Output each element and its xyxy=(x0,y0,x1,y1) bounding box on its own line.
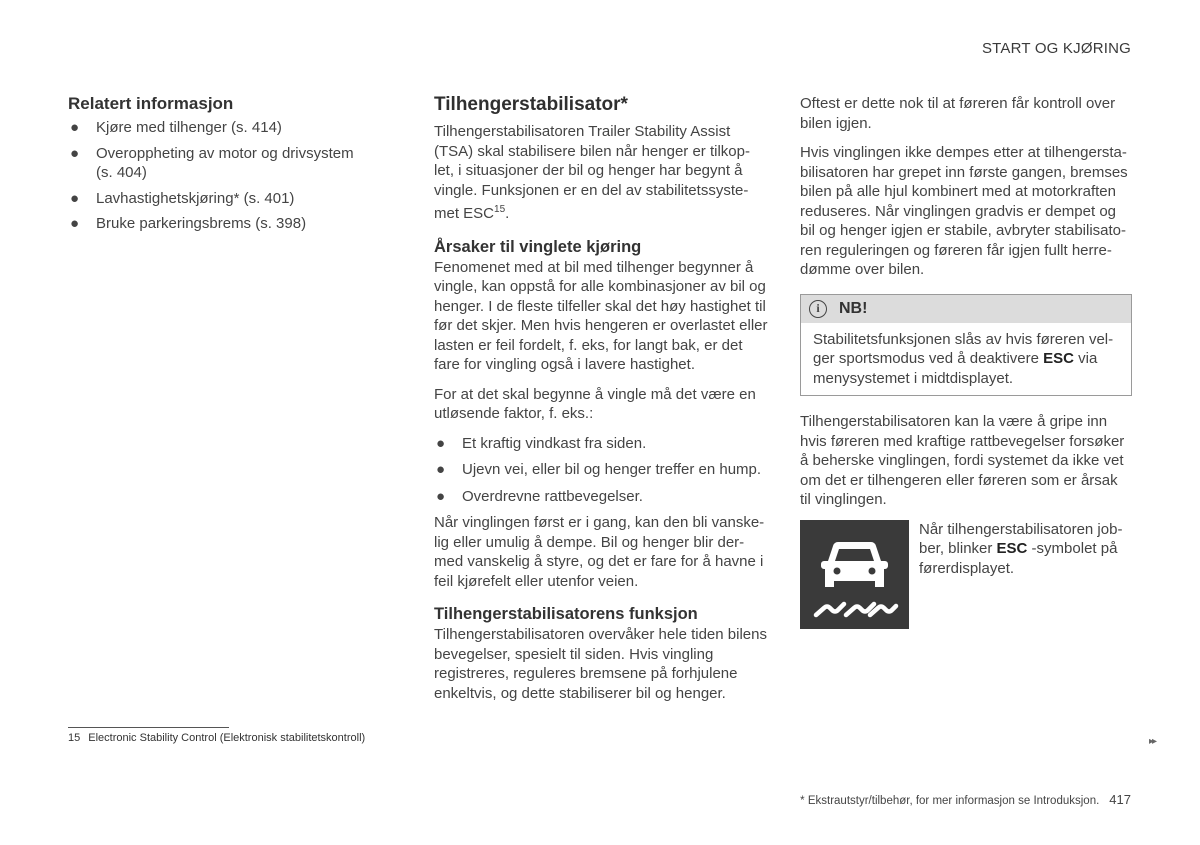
esc-description: Når tilhengerstabilisatoren job-ber, blinker ESC -symbolet på førerdisplayet. xyxy=(919,520,1123,577)
note-header xyxy=(801,295,1131,323)
list-item: ● Et kraftig vindkast fra siden. xyxy=(436,434,647,452)
page-footer xyxy=(800,792,1131,807)
note-box xyxy=(800,294,1132,397)
related-link-overheating[interactable]: ● Overoppheting av motor og drivsystem (s. 404) xyxy=(70,144,354,181)
bullet-icon: ● xyxy=(70,119,80,136)
causes-paragraph-3: Når vinglingen først er i gang, kan den bli vanske-lig eller umulig å dempe. Bil og henger blir der-med vanskelig å styre, og det er fare for å havne i feil kjørefelt eller utenfor veien. xyxy=(434,514,765,590)
article-intro: Tilhengerstabilisatoren Trailer Stability Assist (TSA) skal stabilisere bilen når henger er tilkop-let, i situasjoner der bil og henger har begynt å vingle. Funksjonen er en del av stabilitetssyste-met ESC$^{15}$. xyxy=(434,123,750,222)
causes-paragraph-1: Fenomenet med at bil med tilhenger begynner å vingle, kan oppstå for alle kombinasjoner av bil og henger. I de fleste tilfeller skal det høy hastighet til før det skjer. Men hvis hengeren er overlastet eller lasten er feil fordelt, f. eks, for langt bak, er det fare for vingling også i lavere hastighet. xyxy=(434,258,768,373)
footnote-text: Electronic Stability Control (Elektronisk stabilitetskontroll) xyxy=(88,732,366,744)
page-number: 417 xyxy=(1109,792,1131,807)
bullet-icon: ● xyxy=(70,215,80,232)
causes-list xyxy=(434,434,768,507)
footnote-ref[interactable]: 15 xyxy=(494,204,506,215)
accessory-note: * Ekstrautstyr/tilbehør, for mer informasjon se Introduksjon. xyxy=(800,795,1100,807)
article-title: Tilhengerstabilisator* xyxy=(434,94,628,115)
continued-column xyxy=(800,94,1132,629)
footnote-divider xyxy=(68,727,229,728)
right-paragraph-2: Hvis vinglingen ikke dempes etter at tilhengersta-bilisatoren har grepet inn første gangen, bremses bilen på alle hjul kombinert med at motorkraften reduseres. Når vinglingen gradvis er dempet og bil og henger igjen er stabile, avbryter stabilisato-ren reguleringen og føreren får igjen fullt herre-dømme over bilen. xyxy=(800,144,1128,278)
bullet-icon: ● xyxy=(70,189,80,207)
note-title: NB! xyxy=(839,299,868,317)
causes-heading: Årsaker til vinglete kjøring xyxy=(434,237,642,256)
function-heading: Tilhengerstabilisatorens funksjon xyxy=(434,605,698,623)
continue-arrows-icon: ▸▸ xyxy=(1149,736,1156,747)
bullet-icon: ● xyxy=(436,487,446,505)
function-paragraph: Tilhengerstabilisatoren overvåker hele tiden bilens bevegelser, spesielt til siden. Hvis vingling registreres, reguleres bremsene på forhjulene enkeltvis, og dette stabiliserer bil og henger. xyxy=(434,626,767,702)
right-paragraph-1: Oftest er dette nok til at føreren får kontroll over bilen igjen. xyxy=(800,95,1116,132)
related-link-low-speed[interactable]: ● Lavhastighetskjøring* (s. 401) xyxy=(70,189,295,207)
main-article-column xyxy=(434,94,768,713)
info-icon: i xyxy=(809,300,827,318)
list-item: ● Ujevn vei, eller bil og henger treffer en hump. xyxy=(436,461,762,478)
esc-symbol-row xyxy=(800,520,1132,629)
related-link-trailer[interactable]: ● Kjøre med tilhenger (s. 414) xyxy=(70,119,282,136)
note-text: Stabilitetsfunksjonen slås av hvis føreren vel-ger sportsmodus ved å deaktivere ESC via menysystemet i midtdisplayet. xyxy=(813,330,1114,387)
list-item: ● Overdrevne rattbevegelser. xyxy=(436,487,643,505)
footnote xyxy=(68,732,365,744)
related-info-title: Relatert informasjon xyxy=(68,94,234,113)
esc-skid-car-icon xyxy=(800,520,909,629)
footnote-number: 15 xyxy=(68,732,81,744)
bullet-icon: ● xyxy=(436,461,446,478)
bullet-icon: ● xyxy=(70,144,80,162)
bullet-icon: ● xyxy=(436,434,446,452)
related-link-parking-brake[interactable]: ● Bruke parkeringsbrems (s. 398) xyxy=(70,215,307,232)
related-info-list xyxy=(68,118,368,234)
related-info-column xyxy=(68,94,368,240)
causes-paragraph-2: For at det skal begynne å vingle må det være en utløsende faktor, f. eks.: xyxy=(434,385,756,422)
section-header: START OG KJØRING xyxy=(981,40,1131,57)
right-paragraph-3: Tilhengerstabilisatoren kan la være å gripe inn hvis føreren med kraftige rattbevegelser forsøker å beherske vinglingen, fordi systemet da ikke vet om det er tilhengeren eller føreren som er årsak til vinglingen. xyxy=(800,413,1125,508)
